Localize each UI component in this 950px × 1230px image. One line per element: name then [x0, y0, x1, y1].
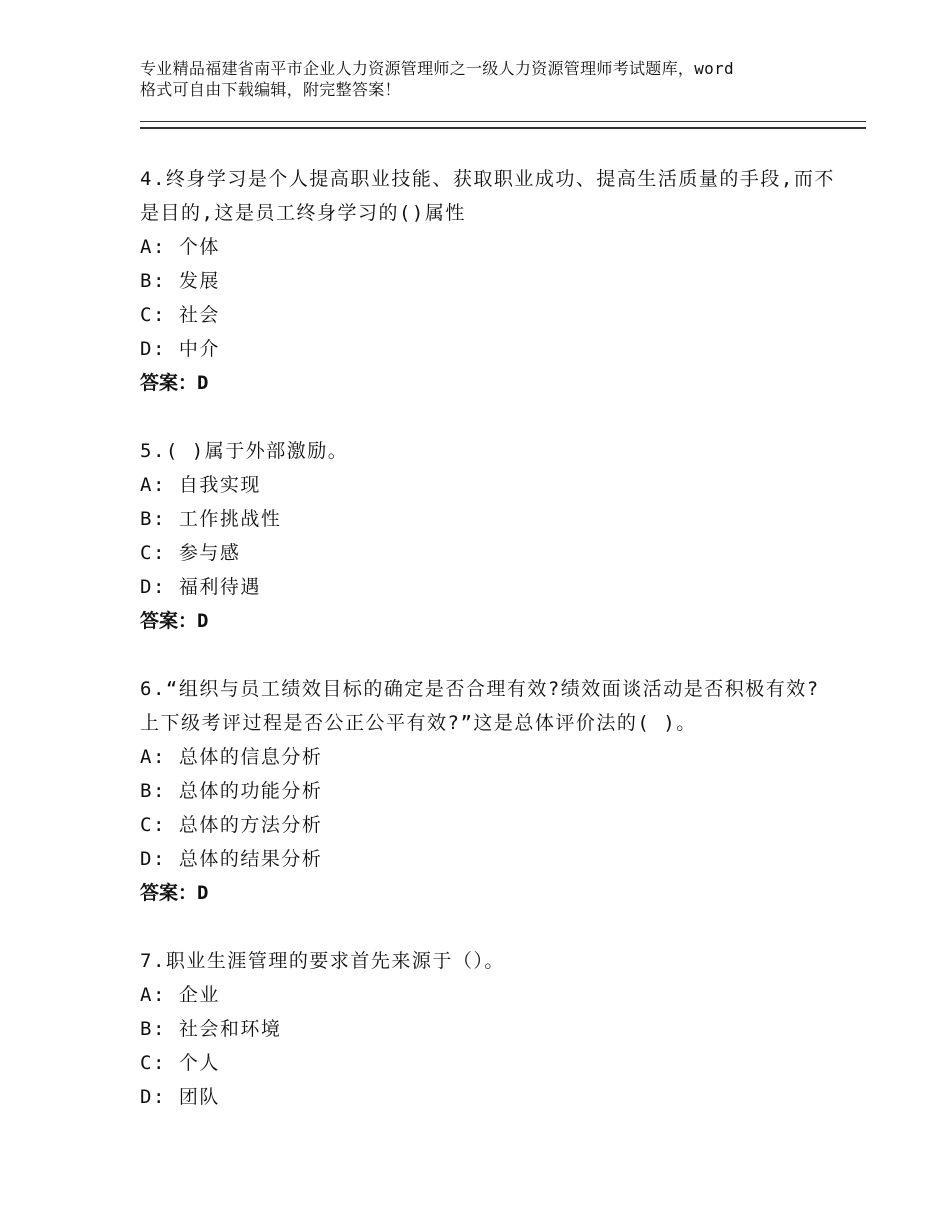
answer-label: 答案：D	[140, 610, 209, 632]
header-line-2: 格式可自由下载编辑，附完整答案！	[140, 80, 401, 99]
option-d: D: 团队	[140, 1086, 220, 1108]
question-stem: 7.职业生涯管理的要求首先来源于（）。	[140, 950, 505, 972]
question-list	[140, 162, 840, 1148]
option-b: B: 发展	[140, 270, 220, 292]
option-a: A: 总体的信息分析	[140, 746, 323, 768]
question-7	[140, 944, 840, 1114]
option-c: C: 社会	[140, 304, 220, 326]
option-a: A: 个体	[140, 236, 220, 258]
option-b: B: 总体的功能分析	[140, 780, 323, 802]
option-d: D: 总体的结果分析	[140, 848, 323, 870]
answer-label: 答案：D	[140, 372, 209, 394]
option-c: C: 参与感	[140, 542, 241, 564]
question-4	[140, 162, 840, 400]
answer-label: 答案：D	[140, 882, 209, 904]
option-d: D: 中介	[140, 338, 220, 360]
header-line-1: 专业精品福建省南平市企业人力资源管理师之一级人力资源管理师考试题库，word	[140, 59, 734, 78]
question-stem: 5.( )属于外部激励。	[140, 440, 349, 462]
option-c: C: 个人	[140, 1052, 220, 1074]
document-header	[140, 58, 840, 100]
question-6	[140, 672, 840, 910]
question-stem: 4.终身学习是个人提高职业技能、获取职业成功、提高生活质量的手段,而不是目的,这是员工终身学习的()属性	[140, 168, 835, 224]
option-a: A: 企业	[140, 984, 220, 1006]
option-b: B: 工作挑战性	[140, 508, 282, 530]
option-b: B: 社会和环境	[140, 1018, 282, 1040]
question-5	[140, 434, 840, 638]
question-stem: 6.“组织与员工绩效目标的确定是否合理有效?绩效面谈活动是否积极有效?上下级考评过程是否公正公平有效?”这是总体评价法的( )。	[140, 678, 820, 734]
header-divider	[140, 121, 866, 129]
option-d: D: 福利待遇	[140, 576, 261, 598]
option-c: C: 总体的方法分析	[140, 814, 323, 836]
option-a: A: 自我实现	[140, 474, 261, 496]
